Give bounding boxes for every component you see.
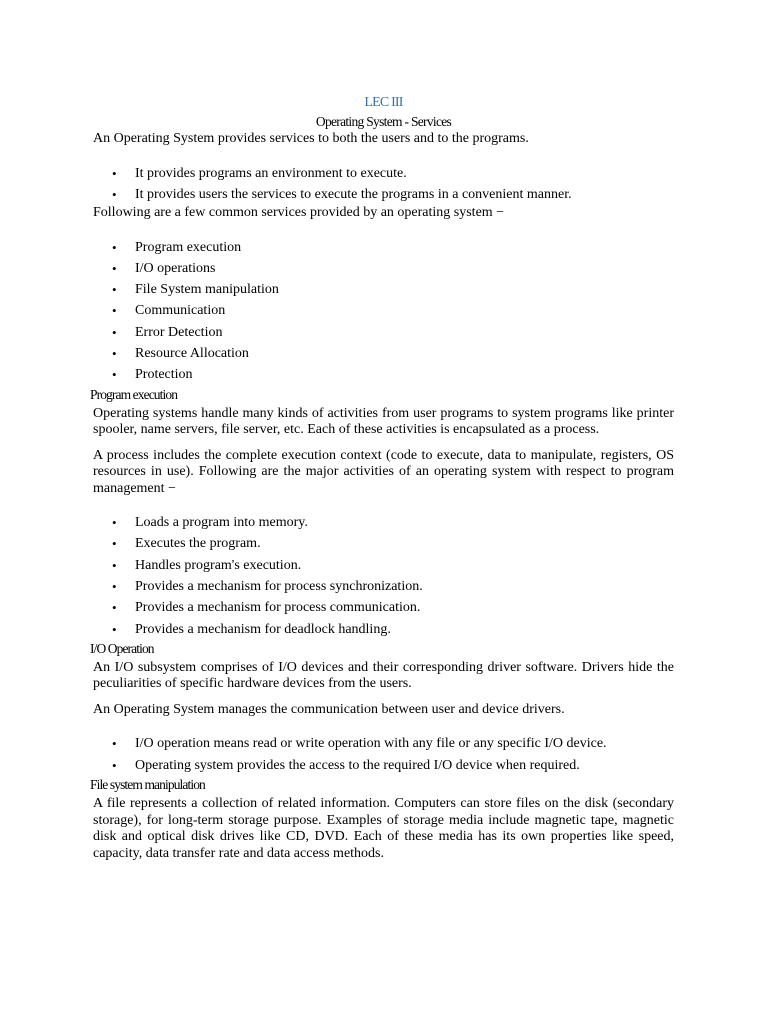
list-item: • Communication (93, 300, 674, 321)
io-operation-paragraph-1: An I/O subsystem comprises of I/O devices and their corresponding driver software. Drivers hide the peculiarities of specific hardware devices from the users. (93, 659, 674, 692)
document-subtitle: Operating System - Services (315, 114, 452, 129)
list-item: • It provides users the services to execute the programs in a convenient manner. (93, 184, 674, 205)
list-item: • Handles program's execution. (93, 555, 674, 576)
list-item: • Operating system provides the access to the required I/O device when required. (93, 755, 674, 776)
list-item: • Executes the program. (93, 533, 674, 554)
intro-bullet-list (93, 163, 674, 206)
list-item: • Provides a mechanism for process synchronization. (93, 576, 674, 597)
io-operation-bullet-list (93, 733, 674, 776)
io-operation-paragraph-2: An Operating System manages the communication between user and device drivers. (93, 701, 565, 717)
file-system-paragraph-1: A file represents a collection of related information. Computers can store files on the disk (secondary storage), for long-term storage purpose. Examples of storage media include magnetic tape, magnetic disk and optical disk drives like CD, DVD. Each of these media has its own properties like speed, capacity, data transfer rate and data access methods. (93, 796, 674, 861)
list-item: • It provides programs an environment to execute. (93, 163, 674, 184)
list-item: • File System manipulation (93, 279, 674, 300)
list-item: • Error Detection (93, 322, 674, 343)
list-item: • I/O operations (93, 258, 674, 279)
list-item: • Loads a program into memory. (93, 512, 674, 533)
list-item: • Resource Allocation (93, 343, 674, 364)
lecture-title: LEC III (364, 95, 403, 110)
document-page (90, 94, 674, 862)
list-item: • Protection (93, 364, 674, 385)
section-heading-program-execution: Program execution (90, 386, 178, 402)
program-execution-paragraph-2: A process includes the complete execution context (code to execute, data to manipulate, registers, OS resources in use). Following are the major activities of an operating system with respect to program management − (93, 447, 674, 496)
list-item: • Provides a mechanism for deadlock handling. (93, 619, 674, 640)
list-item: • Provides a mechanism for process communication. (93, 597, 674, 618)
section-heading-file-system: File system manipulation (90, 777, 205, 793)
services-list (93, 237, 674, 386)
list-item: • Program execution (93, 237, 674, 258)
section-heading-io-operation: I/O Operation (90, 640, 154, 656)
program-execution-bullet-list (93, 512, 674, 640)
program-execution-paragraph-1: Operating systems handle many kinds of activities from user programs to system programs like printer spooler, name servers, file server, etc. Each of these activities is encapsulated as a process. (93, 405, 674, 438)
list-item: • I/O operation means read or write operation with any file or any specific I/O device. (93, 733, 674, 754)
services-lead-paragraph: Following are a few common services provided by an operating system − (93, 205, 505, 221)
intro-paragraph: An Operating System provides services to both the users and to the programs. (93, 131, 529, 146)
